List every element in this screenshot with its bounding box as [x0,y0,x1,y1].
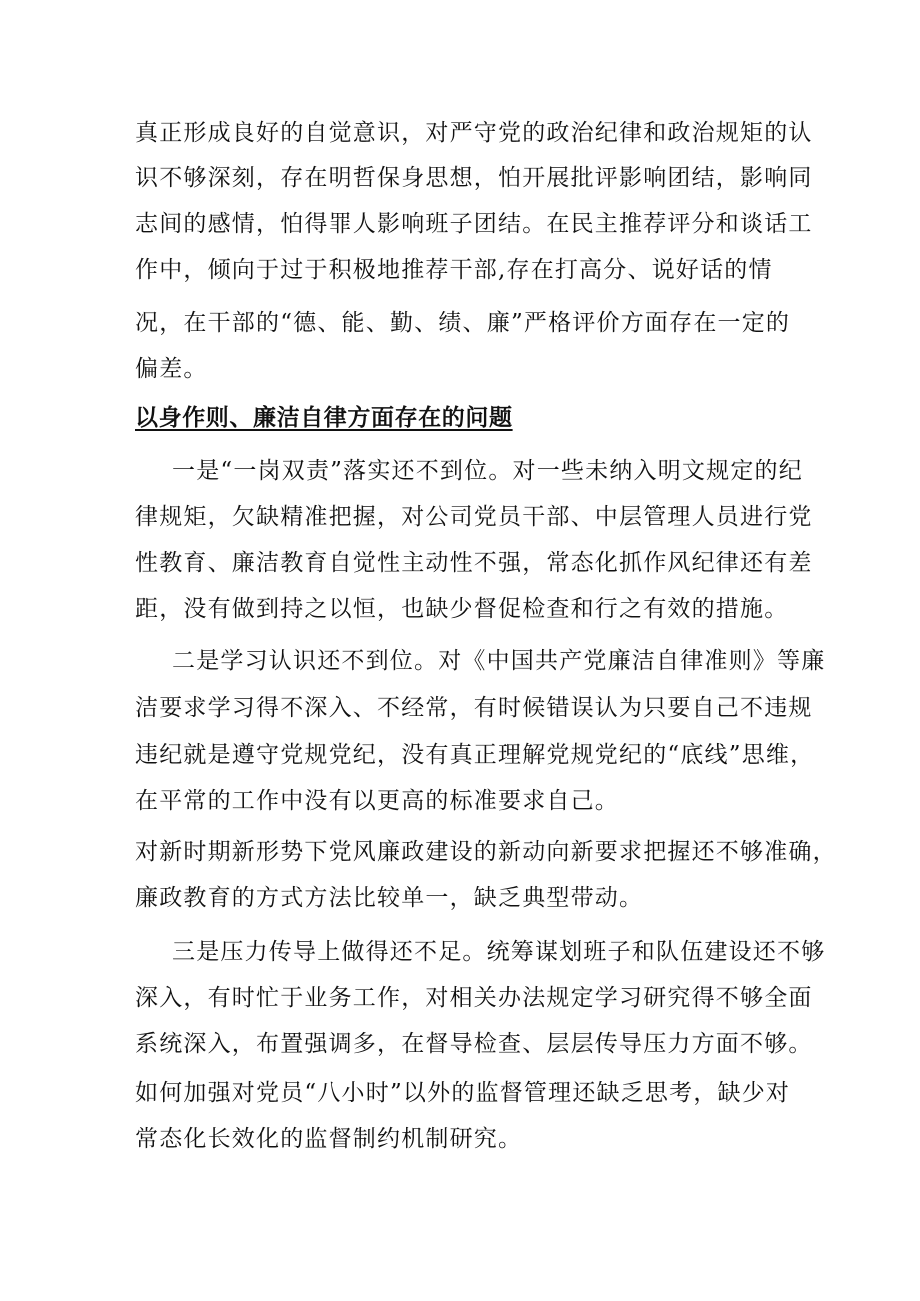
paragraph-5-line-1: 三是压力传导上做得还不足。统筹谋划班子和队伍建设还不够 [172,939,826,965]
paragraph-1-line-6: 偏差。 [135,356,208,382]
paragraph-2-line-1: 一是“一岗双责”落实还不到位。对一些未纳入明文规定的纪 [172,458,803,484]
paragraph-1-line-3: 志间的感情，怕得罪人影响班子团结。在民主推荐评分和谈话工 [135,211,813,237]
paragraph-6-line-1: 如何加强对党员“八小时”以外的监督管理还缺乏思考，缺少对 [135,1080,791,1106]
paragraph-3-line-4: 在平常的工作中没有以更高的标准要求自己。 [135,788,619,814]
paragraph-5-line-3: 系统深入，布置强调多，在督导检查、层层传导压力方面不够。 [135,1031,813,1057]
paragraph-1-line-1: 真正形成良好的自觉意识，对严守党的政治纪律和政治规矩的认 [135,120,813,146]
paragraph-1-line-4: 作中，倾向于过于积极地推荐干部,存在打高分、说好话的情 [135,257,773,283]
paragraph-2-line-2: 律规矩，欠缺精准把握，对公司党员干部、中层管理人员进行党 [135,504,813,530]
paragraph-3-line-3: 违纪就是遵守党规党纪，没有真正理解党规党纪的“底线”思维， [135,742,815,768]
paragraph-3-line-1: 二是学习认识还不到位。对《中国共产党廉洁自律准则》等廉 [172,648,826,674]
paragraph-2-line-3: 性教育、廉洁教育自觉性主动性不强，常态化抓作风纪律还有差 [135,550,813,576]
paragraph-4-line-2: 廉政教育的方式方法比较单一，缺乏典型带动。 [135,885,644,911]
paragraph-5-line-2: 深入，有时忙于业务工作，对相关办法规定学习研究得不够全面 [135,985,813,1011]
paragraph-2-line-4: 距，没有做到持之以恒，也缺少督促检查和行之有效的措施。 [135,596,789,622]
paragraph-4-line-1: 对新时期新形势下党风廉政建设的新动向新要求把握还不够准确， [135,839,837,865]
paragraph-6-line-2: 常态化长效化的监督制约机制研究。 [135,1126,523,1152]
paragraph-1-line-2: 识不够深刻，存在明哲保身思想，怕开展批评影响团结，影响同 [135,165,813,191]
paragraph-3-line-2: 洁要求学习得不深入、不经常，有时候错误认为只要自己不违规 [135,695,813,721]
section-heading: 以身作则、廉洁自律方面存在的问题 [135,404,513,431]
paragraph-1-line-5: 况，在干部的“德、能、勤、绩、廉”严格评价方面存在一定的 [135,310,791,336]
